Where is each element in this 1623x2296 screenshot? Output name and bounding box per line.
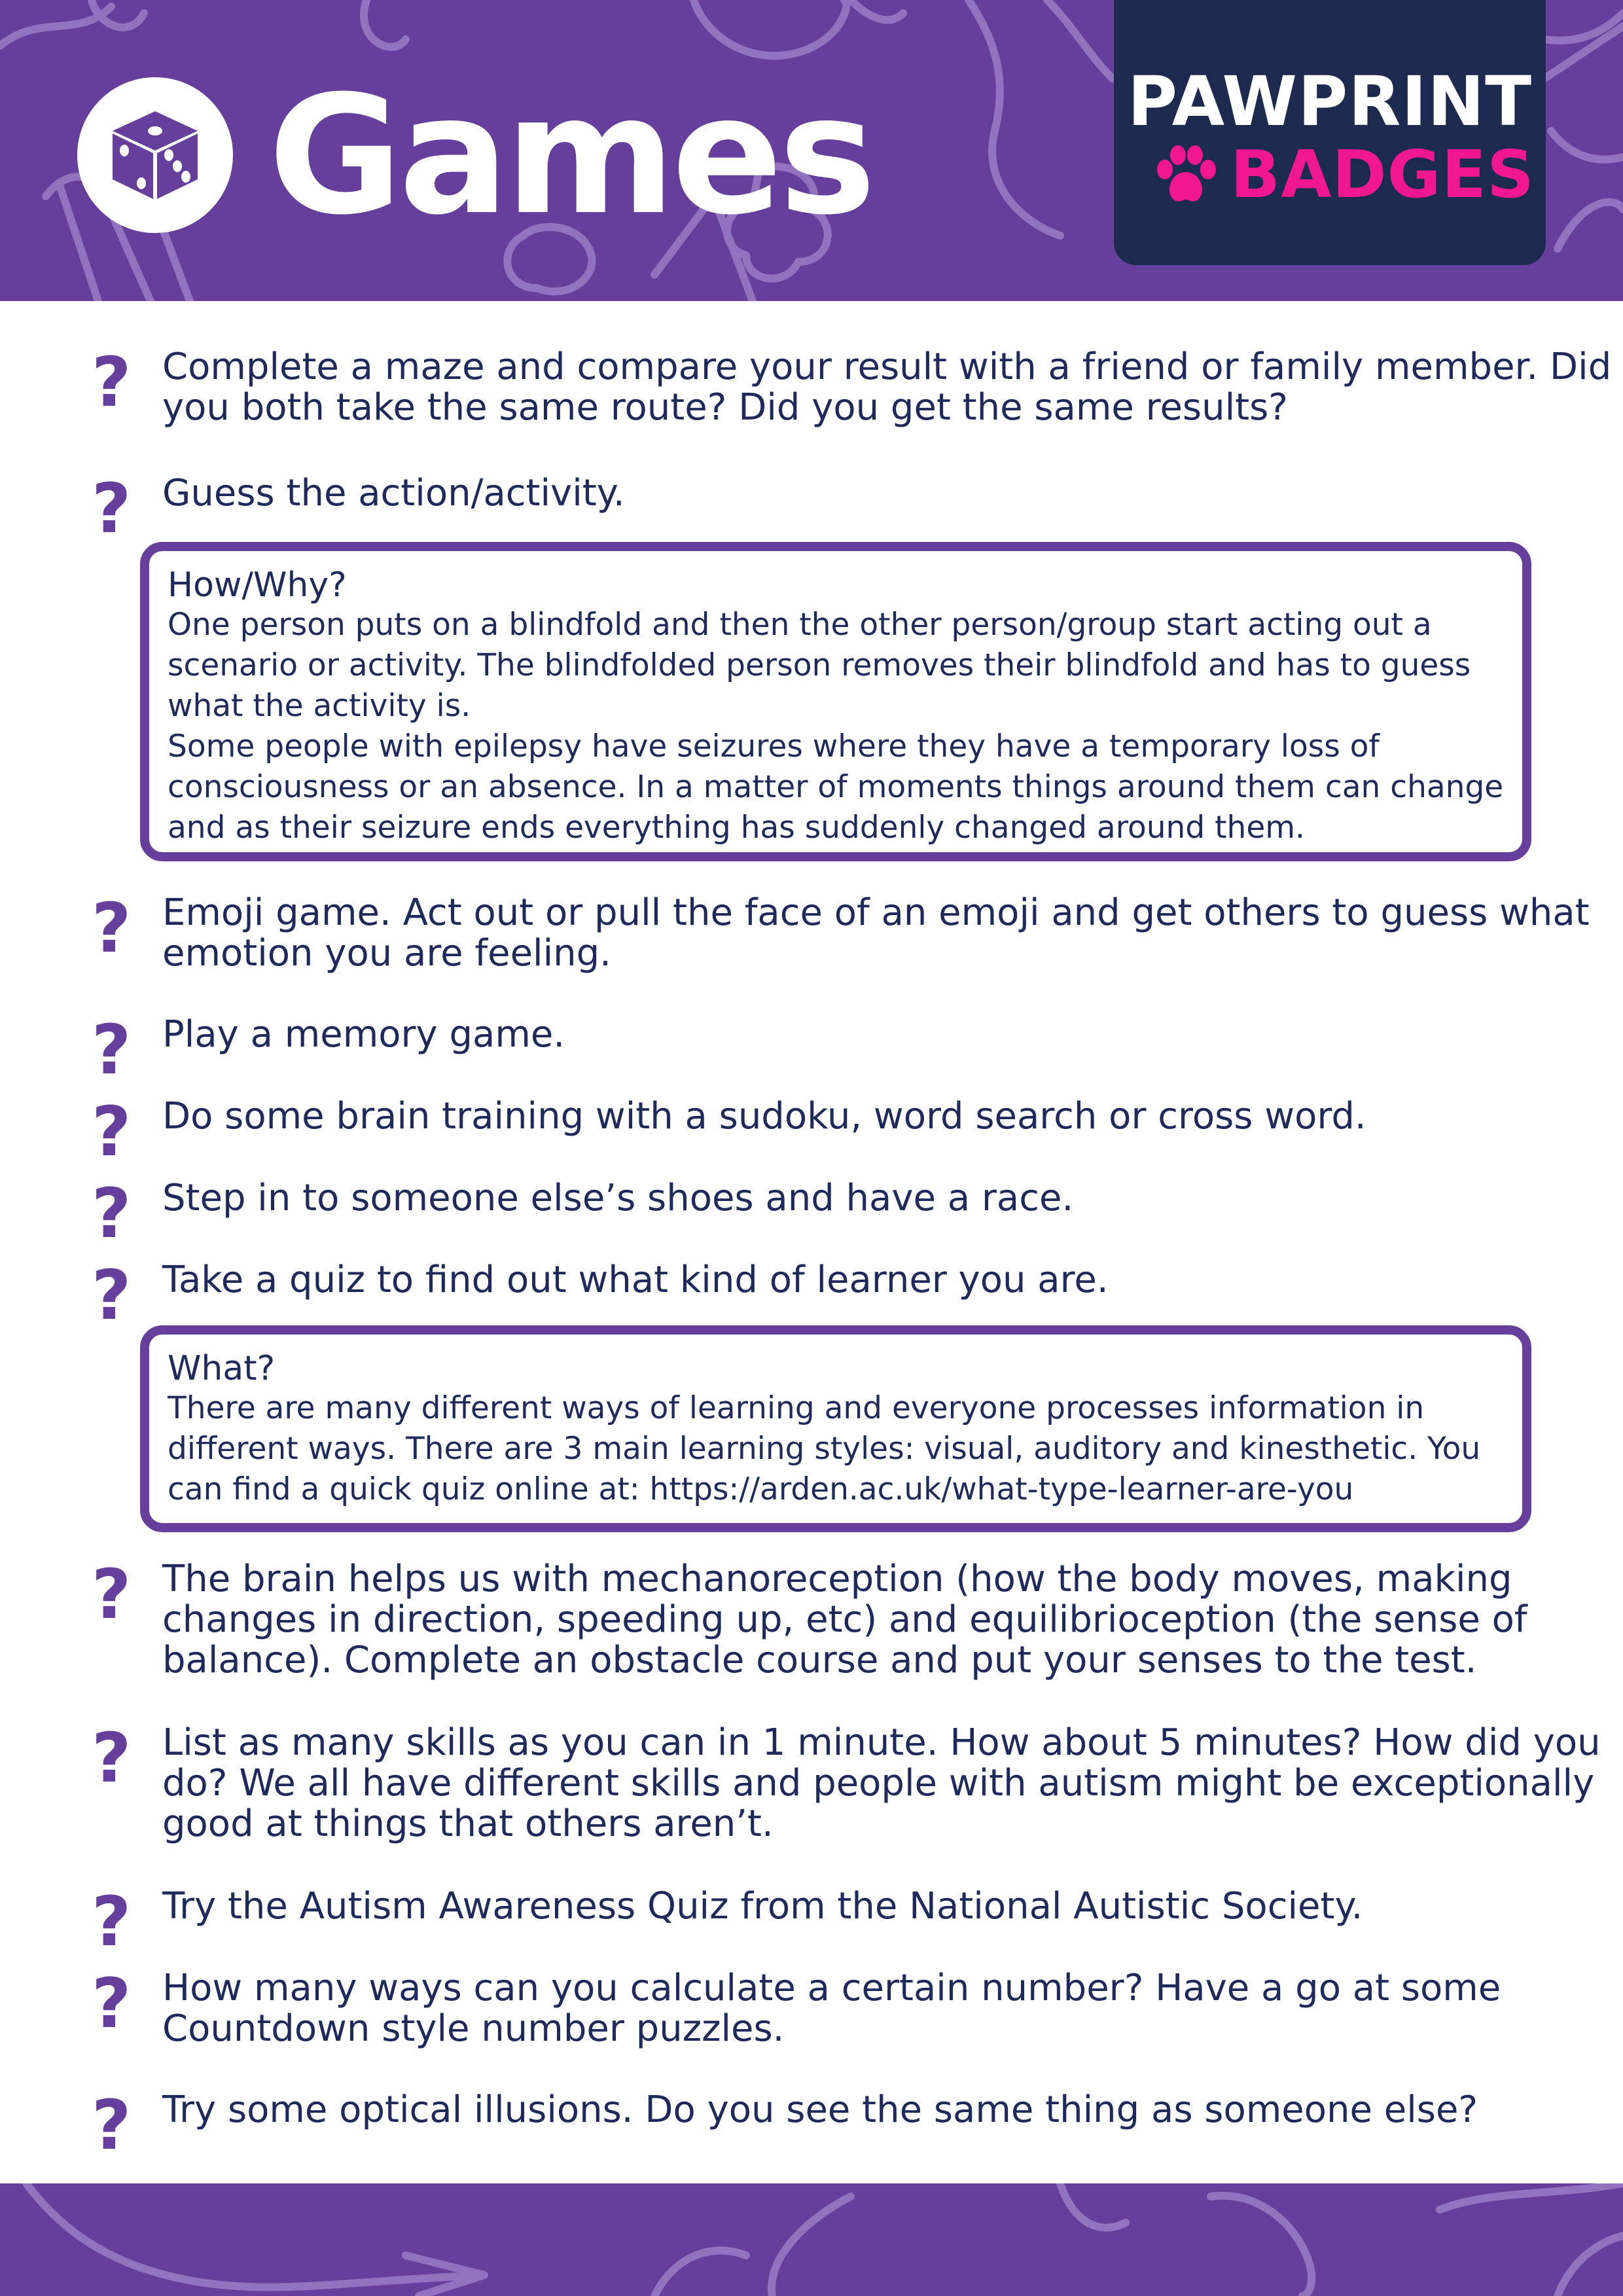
question-mark-icon: ?	[92, 342, 132, 422]
list-item-text: The brain helps us with mechanoreception (how the body moves, making changes in direction, speeding up, etc) and equilibrioception (the sense of balance). Complete an obstacle course and put your senses to the test.	[162, 1558, 1527, 1681]
info-box-what	[140, 1325, 1531, 1532]
question-mark-icon: ?	[92, 888, 132, 968]
info-box-paragraph: One person puts on a blindfold and then the other person/group start acting out a scenario or activity. The blindfolded person removes their blindfold and has to guess what the activity is.	[168, 607, 1471, 724]
list-item-text: Guess the action/activity.	[162, 472, 625, 514]
paw-print-icon	[1153, 143, 1219, 206]
list-item-text: Play a memory game.	[162, 1013, 565, 1056]
logo-wordmark-bottom-row	[1153, 136, 1535, 213]
dice-icon	[106, 106, 204, 204]
footer-banner	[0, 2183, 1623, 2296]
page-title: Games	[268, 60, 872, 251]
list-item-text: How many ways can you calculate a certain number? Have a go at some Countdown style number puzzles.	[162, 1967, 1501, 2050]
list-item-text: Take a quiz to find out what kind of learner you are.	[162, 1259, 1109, 1301]
list-item-text: Step in to someone else’s shoes and have a race.	[162, 1177, 1074, 1219]
doodle-background	[0, 2183, 1623, 2296]
info-box-paragraph: There are many different ways of learning and everyone processes information in different ways. There are 3 main learning styles: visual, auditory and kinesthetic. You can find a quick quiz online at: https://arden.ac.uk/what-type-learner-are-you	[168, 1390, 1481, 1507]
question-mark-icon: ?	[92, 1554, 132, 1634]
logo-wordmark-top: PAWPRINT	[1127, 62, 1533, 141]
list-item-text: Complete a maze and compare your result with a friend or family member. Did you both take the same route? Did you get the same results?	[162, 346, 1612, 429]
info-box-title: How/Why?	[168, 565, 347, 605]
list-item-text: Emoji game. Act out or pull the face of an emoji and get others to guess what emotion you are feeling.	[162, 891, 1590, 975]
list-item-text: Try some optical illusions. Do you see the same thing as someone else?	[162, 2089, 1478, 2131]
question-mark-icon: ?	[92, 469, 132, 548]
question-mark-icon: ?	[92, 1718, 132, 1798]
info-box-paragraph: Some people with epilepsy have seizures where they have a temporary loss of consciousness or an absence. In a matter of moments things around them can change and as their seizure ends everything has suddenly changed around them.	[168, 728, 1504, 846]
question-mark-icon: ?	[92, 1964, 132, 2043]
list-item-text: Try the Autism Awareness Quiz from the National Autistic Society.	[162, 1885, 1363, 1928]
dice-badge	[77, 77, 233, 233]
pawprint-badges-logo	[1114, 0, 1546, 265]
question-mark-icon: ?	[92, 1174, 132, 1253]
header-banner	[0, 0, 1623, 301]
question-mark-icon: ?	[92, 1255, 132, 1335]
list-item-text: List as many skills as you can in 1 minute. How about 5 minutes? How did you do? We all have different skills and people with autism might be exceptionally good at things that others aren’t.	[162, 1721, 1601, 1845]
info-box-how-why	[140, 542, 1531, 861]
question-mark-icon: ?	[92, 1010, 132, 1090]
question-mark-icon: ?	[92, 2085, 132, 2165]
question-mark-icon: ?	[92, 1092, 132, 1172]
list-item-text: Do some brain training with a sudoku, word search or cross word.	[162, 1095, 1366, 1138]
info-box-title: What?	[168, 1349, 276, 1388]
logo-badges-text: BADGES	[1230, 136, 1535, 213]
question-mark-icon: ?	[92, 1882, 132, 1962]
